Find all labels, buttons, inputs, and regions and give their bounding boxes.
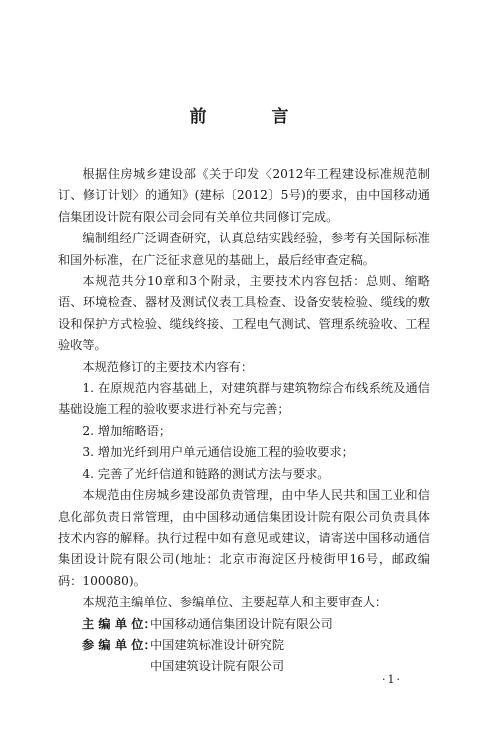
participating-unit-row [58, 635, 430, 656]
revision-item-1: 1. 在原规范内容基础上，对建筑群与建筑物综合布线系统及通信基础设施工程的验收要求进行补充与完善； [58, 381, 430, 417]
foreword-body [58, 164, 430, 678]
revision-item-3: 3. 增加光纤到用户单元通信设施工程的验收要求； [82, 445, 354, 460]
chief-unit-name: 中国移动通信集团设计院有限公司 [150, 616, 333, 631]
paragraph-research: 编制组经广泛调查研究，认真总结实践经验，参考有关国际标准和国外标准，在广泛征求意见的基础上，最后经审查定稿。 [58, 231, 430, 267]
participating-unit-name-2: 中国建筑设计院有限公司 [150, 659, 285, 674]
paragraph-basis: 根据住房城乡建设部《关于印发〈2012年工程建设标准规范制订、修订计划〉的通知》(建标〔2012〕5号)的要求，由中国移动通信集团设计院有限公司会同有关单位共同修订完成。 [58, 167, 430, 224]
paragraph-units-intro: 本规范主编单位、参编单位、主要起草人和主要审查人： [82, 595, 388, 610]
page-title: 前 言 [189, 107, 313, 127]
page-number: ·1· [382, 673, 402, 686]
revision-item-4: 4. 完善了光纤信道和链路的测试方法与要求。 [82, 466, 330, 481]
chief-unit-row [58, 614, 430, 635]
revision-item-2: 2. 增加缩略语； [82, 423, 172, 438]
participating-unit-name-1: 中国建筑标准设计研究院 [150, 637, 285, 652]
chief-unit-label: 主 编 单 位： [82, 616, 156, 631]
paragraph-revision-intro: 本规范修订的主要技术内容有： [82, 359, 254, 374]
participating-unit-label: 参 编 单 位： [82, 637, 156, 652]
paragraph-management: 本规范由住房城乡建设部负责管理，由中华人民共和国工业和信息化部负责日常管理，由中国移动通信集团设计院有限公司负责具体技术内容的解释。执行过程中如有意见或建议，请寄送中国移动通信集团设计院有限公司(地址：北京市海淀区丹棱街甲16号，邮政编码：100080)。 [58, 488, 430, 588]
paragraph-contents: 本规范共分10章和3个附录，主要技术内容包括：总则、缩略语、环境检查、器材及测试仪表工具检查、设备安装检验、缆线的敷设和保护方式检验、缆线终接、工程电气测试、管理系统验收、工程验收等。 [58, 274, 430, 353]
